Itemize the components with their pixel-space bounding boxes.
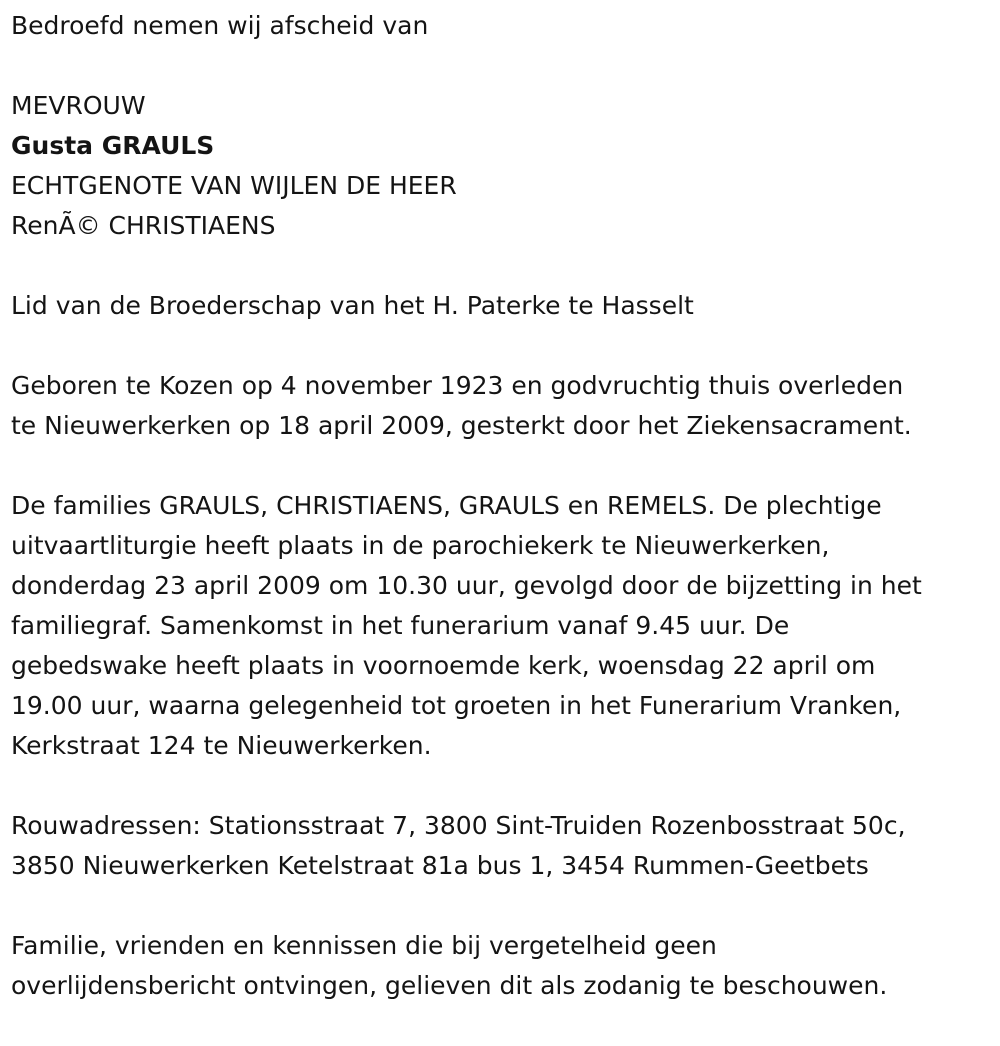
paragraph-line: overlijdensbericht ontvingen, gelieven dit als zodanig te beschouwen.: [11, 971, 888, 1000]
spouse-name: RenÃ© CHRISTIAENS: [11, 211, 276, 240]
paragraph-line: Geboren te Kozen op 4 november 1923 en godvruchtig thuis overleden: [11, 371, 904, 400]
closing-paragraph: [11, 926, 986, 1006]
spacer: [11, 326, 986, 366]
birth-death-paragraph: [11, 366, 986, 446]
relation-text: ECHTGENOTE VAN WIJLEN DE HEER: [11, 171, 457, 200]
paragraph-line: 3850 Nieuwerkerken Ketelstraat 81a bus 1, 3454 Rummen-Geetbets: [11, 851, 869, 880]
intro-text: Bedroefd nemen wij afscheid van: [11, 11, 429, 40]
paragraph-line: De families GRAULS, CHRISTIAENS, GRAULS en REMELS. De plechtige: [11, 491, 882, 520]
paragraph-line: gebedswake heeft plaats in voornoemde kerk, woensdag 22 april om: [11, 651, 876, 680]
paragraph-line: te Nieuwerkerken op 18 april 2009, gesterkt door het Ziekensacrament.: [11, 411, 912, 440]
deceased-name: Gusta GRAULS: [11, 131, 215, 160]
paragraph-line: 19.00 uur, waarna gelegenheid tot groeten in het Funerarium Vranken,: [11, 691, 902, 720]
paragraph-line: donderdag 23 april 2009 om 10.30 uur, gevolgd door de bijzetting in het: [11, 571, 922, 600]
paragraph-line: Rouwadressen: Stationsstraat 7, 3800 Sint-Truiden Rozenbosstraat 50c,: [11, 811, 906, 840]
membership-text: Lid van de Broederschap van het H. Paterke te Hasselt: [11, 291, 694, 320]
spacer: [11, 246, 986, 286]
funeral-details-paragraph: [11, 486, 986, 766]
spacer: [11, 446, 986, 486]
spacer: [11, 766, 986, 806]
spacer: [11, 46, 986, 86]
mourning-addresses-paragraph: [11, 806, 986, 886]
spacer: [11, 886, 986, 926]
title-prefix: MEVROUW: [11, 91, 146, 120]
paragraph-line: uitvaartliturgie heeft plaats in de parochiekerk te Nieuwerkerken,: [11, 531, 830, 560]
paragraph-line: familiegraf. Samenkomst in het funerarium vanaf 9.45 uur. De: [11, 611, 790, 640]
paragraph-line: Kerkstraat 124 te Nieuwerkerken.: [11, 731, 432, 760]
paragraph-line: Familie, vrienden en kennissen die bij vergetelheid geen: [11, 931, 717, 960]
